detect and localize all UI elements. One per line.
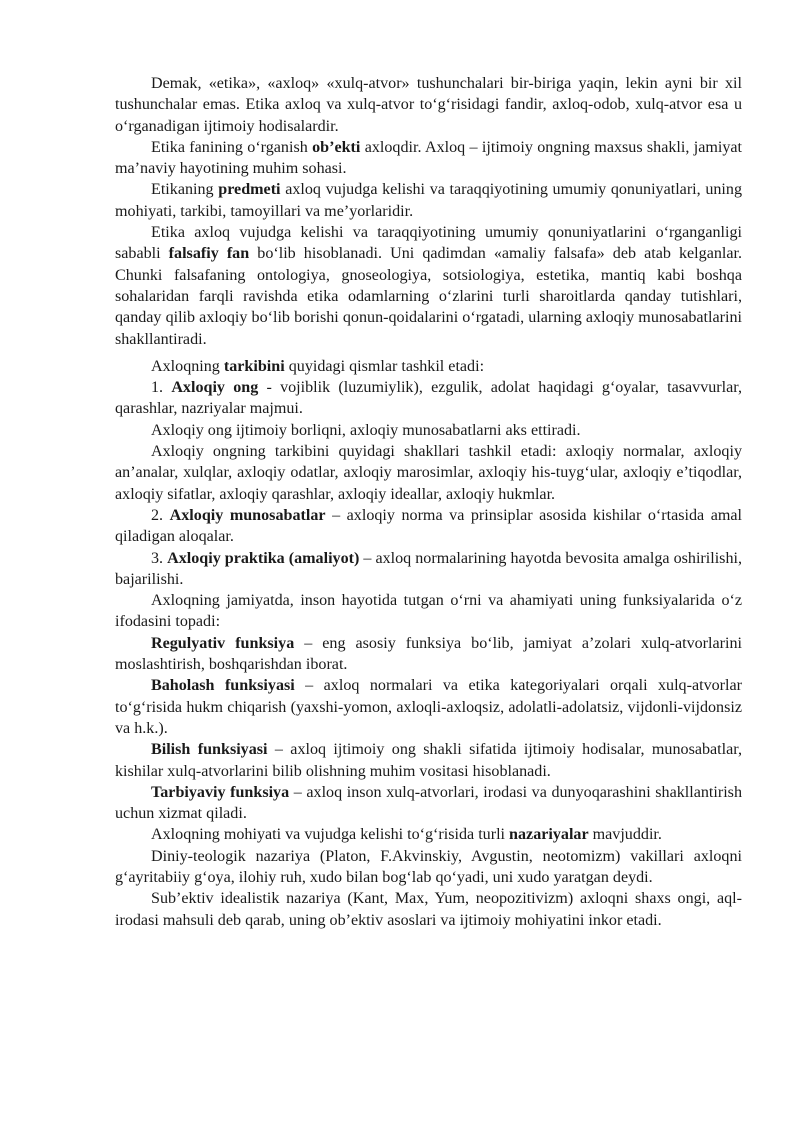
text-run: Axloqiy ongning tarkibini quyidagi shakllari tashkil etadi: axloqiy normalar, axloqiy an’analar, xulqlar, axloqiy odatlar, axloqiy marosimlar, axloqiy his-tuyg‘ular, axloqiy e’tiqodlar, axloqiy sifatlar, axloqiy qarashlar, axloqiy ideallar, axloqiy hukmlar.: [115, 443, 742, 503]
paragraph: [115, 377, 742, 420]
paragraph: [115, 420, 742, 441]
text-run: quyidagi qismlar tashkil etadi:: [284, 357, 485, 375]
text-run: Etika fanining o‘rganish: [151, 138, 313, 156]
paragraph: [115, 824, 742, 845]
text-run: - vojiblik (luzumiylik), ezgulik, adolat haqidagi g‘oyalar, tasavvurlar, qarashlar, nazriyalar majmui.: [115, 379, 742, 418]
text-run: Axloqning mohiyati va vujudga kelishi to‘g‘risida turli: [151, 826, 510, 844]
paragraph: [115, 846, 742, 889]
paragraph: [115, 73, 742, 137]
text-run: bo‘lib hisoblanadi. Uni qadimdan «amaliy falsafa» deb atab kelganlar. Chunki falsafaning ontologiya, gnoseologiya, sotsiologiya, estetika, mantiq kabi boshqa sohalaridan farqli ravishda etika odamlarning o‘zlarini turli sharoitlarda qanday tutishlari, qanday qilib axloqiy bo‘lib borishi qonun-qoidalarini o‘rgatadi, ularning axloqiy munosabatlarini shakllantiradi.: [115, 245, 742, 348]
paragraph: [115, 633, 742, 676]
paragraph: [115, 441, 742, 505]
paragraph: [115, 179, 742, 222]
text-run: 2.: [151, 506, 170, 524]
bold-term: Axloqiy munosabatlar: [169, 506, 326, 524]
paragraph: [115, 675, 742, 739]
text-run: Etika axloq vujudga kelishi va taraqqiyotining umumiy qonuniyatlarini o‘rganganligi sababli: [115, 224, 742, 263]
paragraph: [115, 222, 742, 350]
paragraph: [115, 505, 742, 548]
text-run: Etikaning: [151, 181, 219, 199]
text-run: Demak, «etika», «axloq» «xulq-atvor» tushunchalari bir-biriga yaqin, lekin ayni bir xil tushunchalar emas. Etika axloq va xulq-atvor to‘g‘risidagi fandir, axloq-odob, xulq-atvor esa u o‘rganadigan ijtimoiy hodisalardir.: [115, 75, 742, 135]
bold-term: nazariyalar: [509, 826, 589, 844]
paragraph: [115, 137, 742, 180]
text-run: – axloq ijtimoiy ong shakli sifatida ijtimoiy hodisalar, munosabatlar, kishilar xulq-atvorlarini bilib olishning muhim vositasi hisoblanadi.: [115, 741, 742, 780]
text-run: Axloqiy ong ijtimoiy borliqni, axloqiy munosabatlarni aks ettiradi.: [151, 421, 581, 439]
bold-term: Axloqiy ong: [171, 379, 259, 397]
bold-term: Regulyativ funksiya: [151, 634, 295, 652]
text-run: Diniy-teologik nazariya (Platon, F.Akvinskiy, Avgustin, neotomizm) vakillari axloqni g‘ayritabiiy g‘oya, ilohiy ruh, xudo bilan bog‘lab qo‘yadi, uni xudo yaratgan deydi.: [115, 847, 742, 886]
document-page: [115, 73, 742, 931]
text-run: axloqdir. Axloq – ijtimoiy ongning maxsus shakli, jamiyat ma’naviy hayotining muhim sohasi.: [115, 138, 742, 178]
text-run: Axloqning: [151, 357, 224, 375]
text-run: – axloq normalari va etika kategoriyalari orqali xulq-atvorlar to‘g‘risida hukm chiqarish (yaxshi-yomon, axloqli-axloqsiz, adolatli-adolatsiz, vijdonli-vijdonsiz va h.k.).: [115, 677, 742, 737]
paragraph: [115, 548, 742, 591]
bold-term: ob’ekti: [312, 138, 361, 156]
paragraph: [115, 888, 742, 931]
text-run: – axloq normalarining hayotda bevosita amalga oshirilishi, bajarilishi.: [115, 549, 742, 588]
paragraph: [115, 590, 742, 633]
paragraph: [115, 356, 742, 377]
text-run: mavjuddir.: [588, 826, 662, 844]
bold-term: Tarbiyaviy funksiya: [151, 783, 290, 801]
text-run: – axloq inson xulq-atvorlari, irodasi va dunyoqarashini shakllantirish uchun xizmat qiladi.: [115, 783, 742, 823]
paragraph: [115, 739, 742, 782]
bold-term: Axloqiy praktika (amaliyot): [167, 549, 360, 567]
text-run: – eng asosiy funksiya bo‘lib, jamiyat a’zolari xulq-atvorlarini moslashtirish, boshqarishdan iborat.: [115, 634, 742, 674]
text-run: Sub’ektiv idealistik nazariya (Kant, Max, Yum, neopozitivizm) axloqni shaxs ongi, aql-irodasi mahsuli deb qarab, uning ob’ektiv asoslari va ijtimoiy mohiyatini inkor etadi.: [115, 890, 742, 929]
text-run: – axloqiy norma va prinsiplar asosida kishilar o‘rtasida amal qiladigan aloqalar.: [115, 506, 742, 546]
bold-term: tarkibini: [223, 357, 285, 375]
bold-term: Baholash funksiyasi: [151, 677, 295, 695]
bold-term: predmeti: [218, 181, 281, 199]
bold-term: Bilish funksiyasi: [151, 741, 268, 759]
text-run: Axloqning jamiyatda, inson hayotida tutgan o‘rni va ahamiyati uning funksiyalarida o‘z ifodasini topadi:: [115, 592, 742, 631]
text-run: axloq vujudga kelishi va taraqqiyotining umumiy qonuniyatlari, uning mohiyati, tarkibi, tamoyillari va me’yorlaridir.: [115, 181, 742, 220]
bold-term: falsafiy fan: [168, 245, 250, 263]
paragraph: [115, 782, 742, 825]
text-run: 3.: [151, 549, 168, 567]
text-run: 1.: [151, 379, 172, 397]
